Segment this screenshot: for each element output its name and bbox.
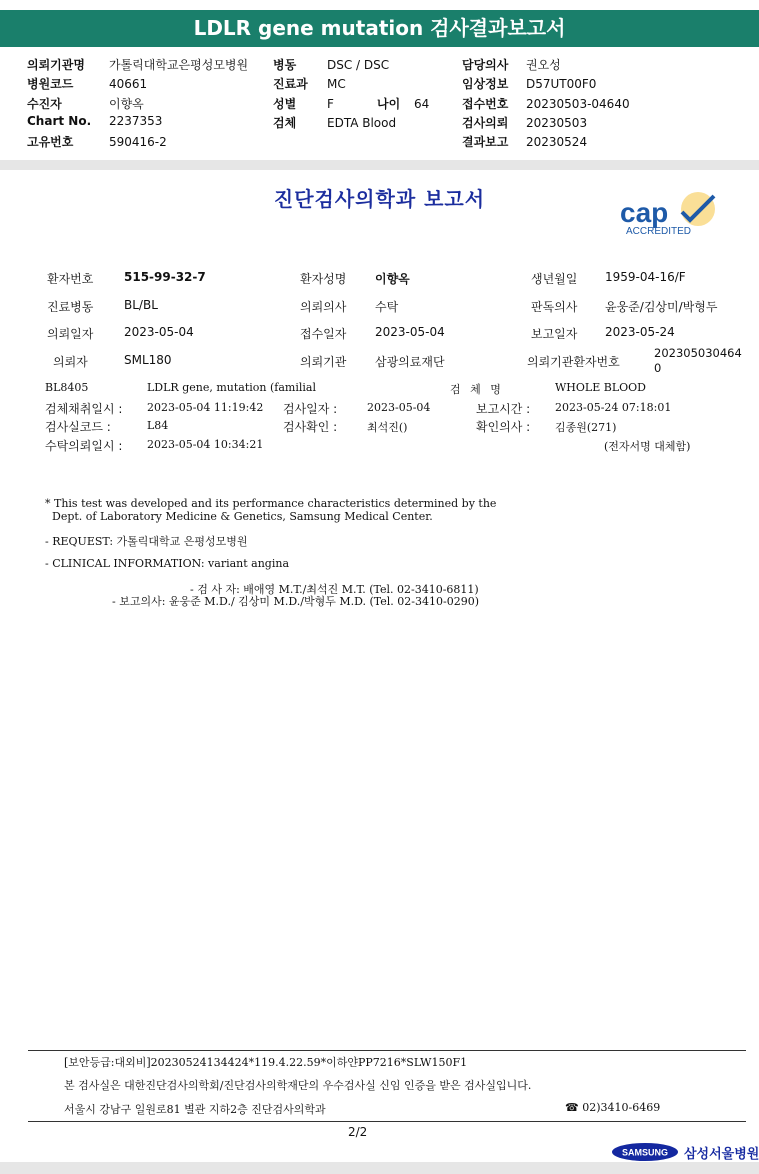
header-label: 검사의뢰 xyxy=(462,115,509,130)
info-label: 의뢰기관 xyxy=(300,355,347,369)
header-label: 성별 xyxy=(273,96,297,111)
collect-label: 검체채취일시 : xyxy=(45,402,123,416)
samsung-logo-text: SAMSUNG xyxy=(621,1147,669,1158)
header-value: F xyxy=(327,96,334,111)
header-value: 20230503-04640 xyxy=(526,96,630,111)
info-value: SML180 xyxy=(124,353,172,367)
header-value: 20230503 xyxy=(526,115,588,130)
header-value: MC xyxy=(327,77,346,92)
lab-code-label: 검사실코드 : xyxy=(45,420,111,434)
exam-date-value: 2023-05-04 xyxy=(367,401,431,414)
header-value: 권오성 xyxy=(526,58,561,72)
info-value-wrap: 0 xyxy=(654,361,662,375)
header-label: 접수번호 xyxy=(462,96,509,111)
header-value: 590416-2 xyxy=(109,135,167,150)
info-value: BL/BL xyxy=(124,298,158,312)
hospital-name: 삼성서울병원 xyxy=(684,1147,759,1162)
info-label: 의뢰일자 xyxy=(47,327,94,341)
header-separator xyxy=(0,160,759,170)
specimen-label: 검 체 명 xyxy=(450,383,504,396)
receipt-value: 2023-05-04 10:34:21 xyxy=(147,438,264,451)
report-time-label: 보고시간 : xyxy=(476,402,531,416)
page-number: 2/2 xyxy=(348,1125,368,1139)
header-col1 xyxy=(27,56,248,152)
info-label: 보고일자 xyxy=(531,327,578,341)
info-value: 삼광의료재단 xyxy=(375,355,445,369)
age-label: 나이 xyxy=(377,96,401,111)
test-code: BL8405 xyxy=(45,381,89,394)
info-label: 생년월일 xyxy=(531,272,578,286)
info-label: 의뢰의사 xyxy=(300,300,347,314)
note-line: * This test was developed and its performance characteristics determined by the xyxy=(45,497,497,510)
header-label: Chart No. xyxy=(27,113,92,128)
info-value: 윤웅준/김상미/박형두 xyxy=(605,300,718,314)
info-value: 2023-05-04 xyxy=(124,325,194,339)
info-label: 접수일자 xyxy=(300,327,347,341)
clinical-info-line: - CLINICAL INFORMATION: variant angina xyxy=(45,557,290,570)
header-label: 임상정보 xyxy=(462,77,509,92)
info-value: 1959-04-16/F xyxy=(605,270,686,284)
phone-line: ☎ 02)3410-6469 xyxy=(565,1101,661,1114)
header-value: 40661 xyxy=(109,77,148,92)
samsung-logo xyxy=(611,1142,679,1162)
header-col2 xyxy=(273,56,429,133)
info-label: 판독의사 xyxy=(531,300,578,314)
header-label: 결과보고 xyxy=(462,135,509,150)
info-label: 의뢰기관환자번호 xyxy=(527,355,620,369)
certification-line: 본 검사실은 대한진단검사의학회/진단검사의학재단의 우수검사실 신임 인증을 받은 검사실입니다. xyxy=(64,1079,532,1092)
cap-accredited-logo xyxy=(618,190,722,240)
note-line: Dept. of Laboratory Medicine & Genetics, Samsung Medical Center. xyxy=(45,510,433,523)
info-label: 진료병동 xyxy=(47,300,94,314)
confirm-doctor-value: 김종원(271) xyxy=(555,421,617,434)
report-time-value: 2023-05-24 07:18:01 xyxy=(555,401,672,414)
exam-date-label: 검사일자 : xyxy=(283,402,338,416)
address-line: 서울시 강남구 일원로81 별관 지하2층 진단검사의학과 xyxy=(64,1103,326,1116)
confirm-label: 검사확인 : xyxy=(283,420,338,434)
confirm-doctor-label: 확인의사 : xyxy=(476,420,531,434)
test-name: LDLR gene, mutation (familial xyxy=(147,381,316,394)
cap-logo-sub: ACCREDITED xyxy=(626,226,692,237)
header-value: 20230524 xyxy=(526,135,588,150)
header-label: 병동 xyxy=(273,58,297,72)
receipt-label: 수탁의뢰일시 : xyxy=(45,439,123,453)
bottom-band xyxy=(0,1162,759,1174)
header-value: EDTA Blood xyxy=(327,115,397,130)
specimen-value: WHOLE BLOOD xyxy=(555,381,646,394)
info-value: 515-99-32-7 xyxy=(124,270,206,284)
lab-code-value: L84 xyxy=(147,419,169,432)
header-value: DSC / DSC xyxy=(327,58,390,72)
info-label: 환자성명 xyxy=(300,272,347,286)
header-value: 2237353 xyxy=(109,113,163,128)
info-value: 수탁 xyxy=(375,300,399,314)
footer-divider xyxy=(28,1050,746,1051)
cap-logo-text: cap xyxy=(620,197,669,228)
info-label: 의뢰자 xyxy=(53,355,88,369)
age-value: 64 xyxy=(414,96,430,111)
info-label: 환자번호 xyxy=(47,272,94,286)
security-line: [보안등급:대외비]20230524134424*119.4.22.59*이하얀PP7216*SLW150F1 xyxy=(64,1056,468,1069)
request-line: - REQUEST: 가톨릭대학교 은평성모병원 xyxy=(45,535,248,548)
report-title: LDLR gene mutation 검사결과보고서 xyxy=(0,10,759,47)
header-label: 진료과 xyxy=(273,77,308,92)
header-value: 이향옥 xyxy=(109,96,144,111)
esign-note: (전자서명 대체함) xyxy=(604,440,691,453)
info-value: 2023-05-04 xyxy=(375,325,445,339)
header-label: 고유번호 xyxy=(27,135,74,150)
header-value: 가톨릭대학교은평성모병원 xyxy=(109,58,249,72)
header-label: 수진자 xyxy=(27,96,62,111)
header-label: 검체 xyxy=(273,115,297,130)
main-title: 진단검사의학과 보고서 xyxy=(273,187,486,211)
collect-value: 2023-05-04 11:19:42 xyxy=(147,401,264,414)
header-label: 의뢰기관명 xyxy=(27,58,85,72)
header-col3 xyxy=(462,56,630,152)
tester-line: - 검 사 자: 배애영 M.T./최석진 M.T. (Tel. 02-3410-6811) xyxy=(190,583,479,596)
reporter-line: - 보고의사: 윤웅준 M.D./ 김상미 M.D./박형두 M.D. (Tel. 02-3410-0290) xyxy=(112,595,480,608)
info-value: 2023-05-24 xyxy=(605,325,675,339)
header-value: D57UT00F0 xyxy=(526,77,597,92)
confirm-value: 최석진() xyxy=(367,421,408,434)
info-value: 이향옥 xyxy=(375,272,410,286)
info-value: 202305030464 xyxy=(654,346,742,360)
header-label: 담당의사 xyxy=(462,58,509,72)
footer-divider xyxy=(28,1121,746,1122)
header-label: 병원코드 xyxy=(27,77,74,92)
